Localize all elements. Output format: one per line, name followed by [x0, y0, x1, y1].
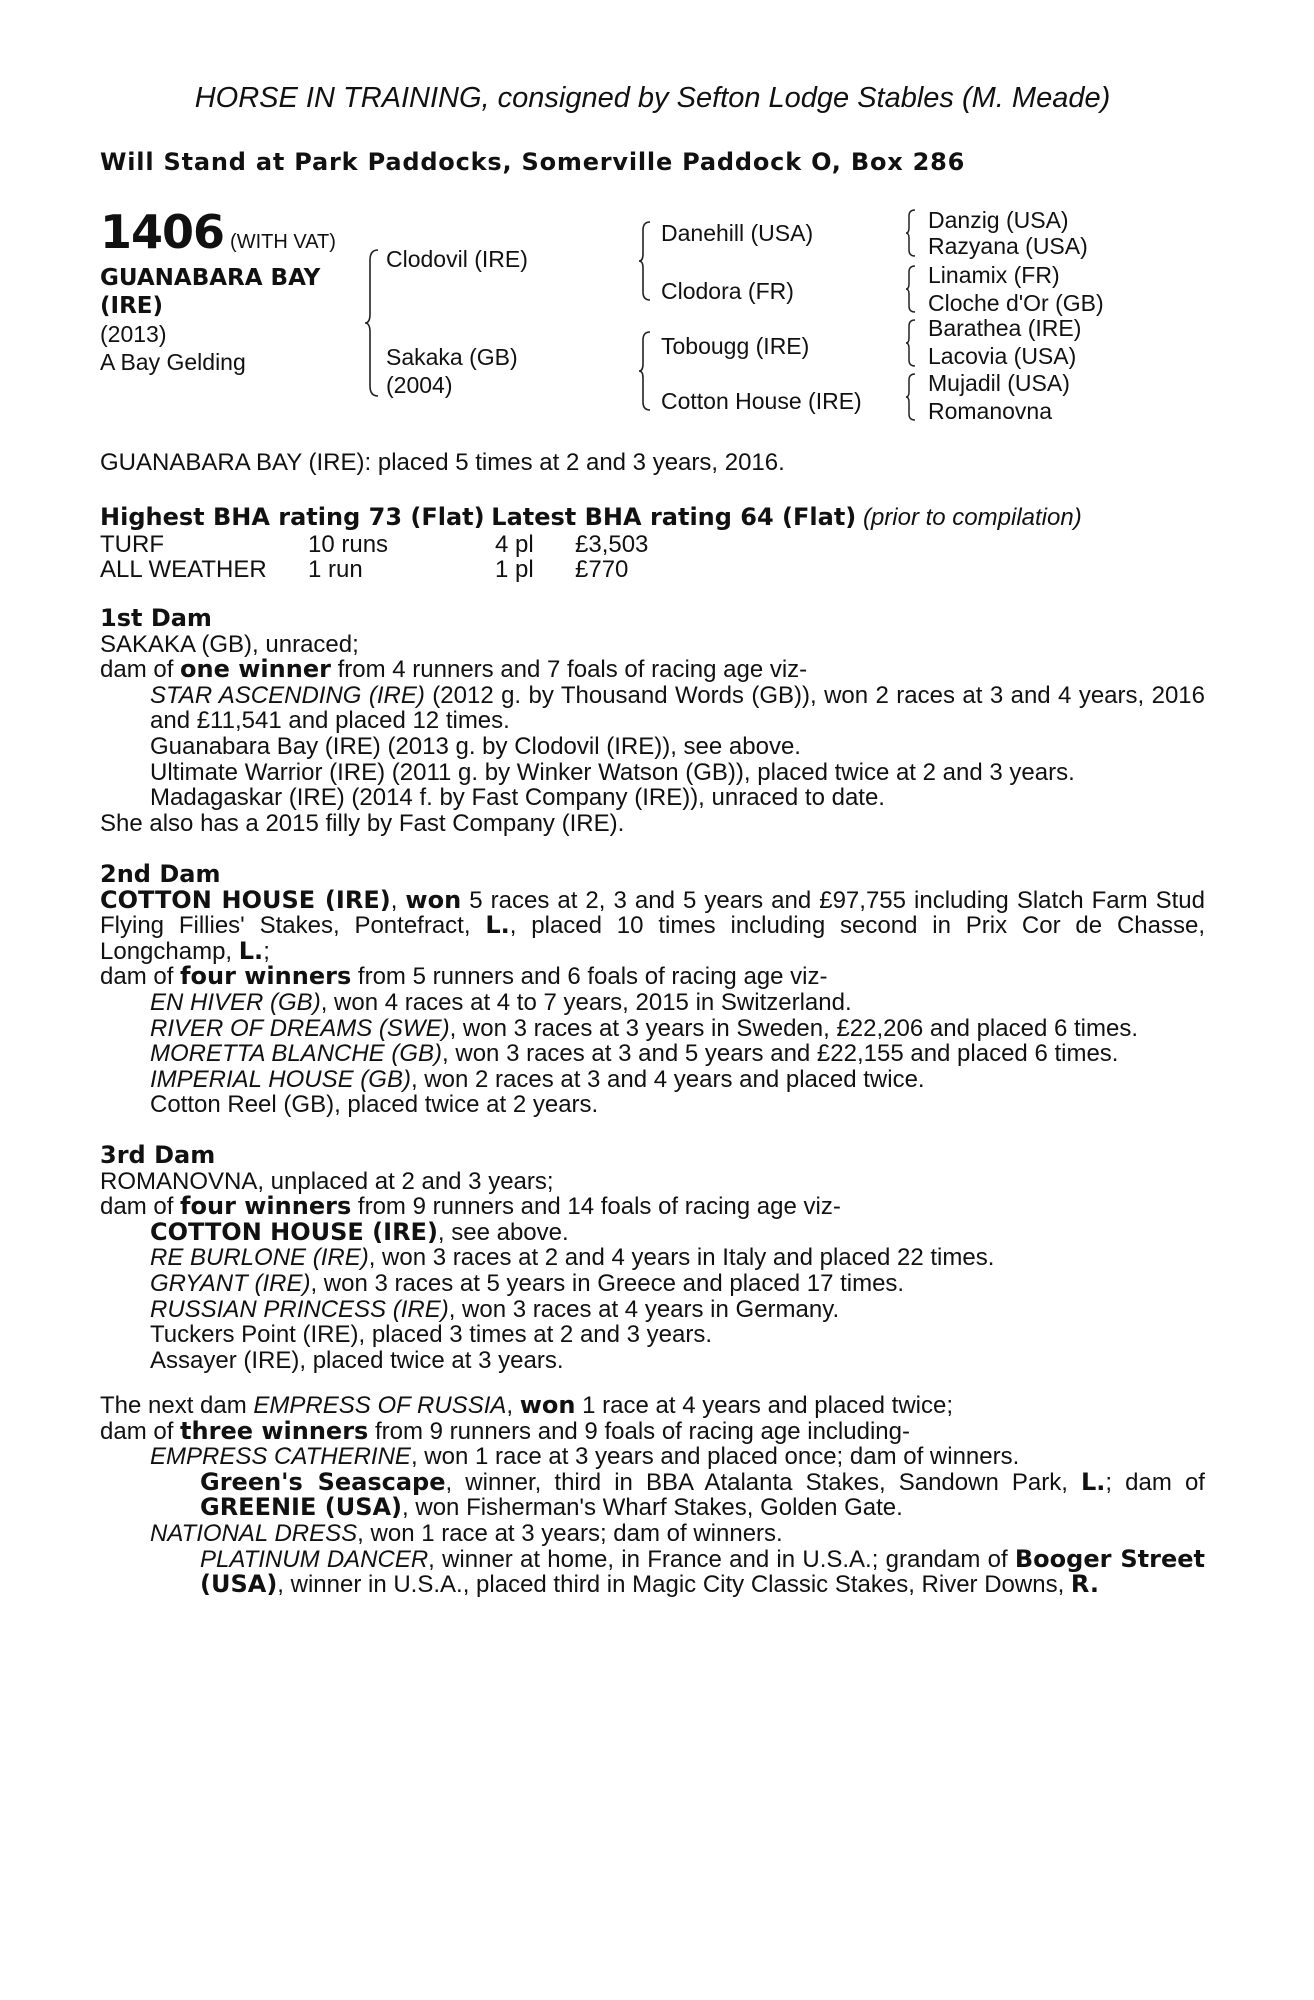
third-dam-progeny-1: COTTON HOUSE (IRE), see above. [150, 1217, 569, 1246]
third-dam-progeny-4: RUSSIAN PRINCESS (IRE), won 3 races at 4 years in Germany. [150, 1295, 840, 1323]
pedigree-g6: Lacovia (USA) [928, 343, 1077, 369]
second-dam-progeny-3: MORETTA BLANCHE (GB), won 3 races at 3 and 5 years and £22,155 and placed 6 times. [150, 1040, 1119, 1068]
first-dam-produce-summary: dam of one winner from 4 runners and 7 foals of racing age viz- [100, 655, 808, 684]
summary-text: GUANABARA BAY (IRE): placed 5 times at 2 and 3 years, 2016. [100, 449, 785, 476]
first-dam-name: SAKAKA (GB), unraced; [100, 630, 359, 658]
pedigree-brace-g2 [905, 264, 917, 314]
first-dam-progeny-3: Ultimate Warrior (IRE) (2011 g. by Winker Watson (GB)), placed twice at 2 and 3 years. [150, 758, 1075, 786]
record-placed: 4 pl [495, 530, 534, 558]
pedigree-dam-year: (2004) [386, 372, 453, 398]
lot-number-value: 1406 [100, 205, 225, 259]
first-dam-note: She also has a 2015 filly by Fast Company (IRE). [100, 809, 625, 837]
next-dam-section [100, 1393, 1205, 1598]
race-summary [100, 450, 1205, 476]
ratings-line [100, 505, 1205, 531]
first-dam-progeny-1: STAR ASCENDING (IRE) (2012 g. by Thousand Words (GB)), won 2 races at 3 and 4 years, 2016 and £11,541 and placed 12 times. [150, 681, 1205, 735]
pedigree-sire-sire: Danehill (USA) [661, 220, 814, 246]
second-dam-produce-summary: dam of four winners from 5 runners and 6 foals of racing age viz- [100, 962, 828, 991]
next-dam-grand-progeny-1: Green's Seascape, winner, third in BBA Atalanta Stakes, Sandown Park, L.; dam of GREENIE (USA), won Fisherman's Wharf Stakes, Golden Gate. [200, 1467, 1205, 1522]
pedigree-g1: Danzig (USA) [928, 207, 1069, 233]
next-dam-produce-summary: dam of three winners from 9 runners and 9 foals of racing age including- [100, 1416, 910, 1445]
first-dam-progeny-4: Madagaskar (IRE) (2014 f. by Fast Company (IRE)), unraced to date. [150, 784, 885, 812]
pedigree-sire: Clodovil (IRE) [386, 246, 528, 272]
pedigree-g7: Mujadil (USA) [928, 370, 1070, 396]
horse-description: A Bay Gelding [100, 349, 246, 375]
ratings-section [100, 505, 1205, 582]
record-runs: 10 runs [308, 530, 389, 558]
pedigree-g5: Barathea (IRE) [928, 315, 1082, 341]
next-dam-progeny-1: EMPRESS CATHERINE, won 1 race at 3 years and placed once; dam of winners. [150, 1443, 1020, 1471]
record-placed: 1 pl [495, 556, 534, 584]
pedigree-brace-g3 [905, 318, 917, 368]
next-dam-grand-progeny-2: PLATINUM DANCER, winner at home, in France and in U.S.A.; grandam of Booger Street (USA), winner in U.S.A., placed third in Magic City Classic Stakes, River Downs, R. [200, 1544, 1205, 1599]
third-dam-name: ROMANOVNA, unplaced at 2 and 3 years; [100, 1167, 554, 1195]
second-dam-section [100, 862, 1205, 1118]
consignment-heading: HORSE IN TRAINING, consigned by Sefton Lodge Stables (M. Meade) [194, 82, 1111, 114]
horse-year: (2013) [100, 321, 167, 347]
second-dam-record: COTTON HOUSE (IRE), won 5 races at 2, 3 and 5 years and £97,755 including Slatch Farm Stud Flying Fillies' Stakes, Pontefract, L., placed 10 times including second in Prix Cor de Chasse, Longchamp, L.; [100, 885, 1206, 965]
lot-number [100, 205, 336, 259]
third-dam-progeny-5: Tuckers Point (IRE), placed 3 times at 2 and 3 years. [150, 1321, 713, 1349]
first-dam-section [100, 606, 1205, 836]
stabling-location: Will Stand at Park Paddocks, Somerville Paddock O, Box 286 [100, 148, 966, 176]
pedigree-g3: Linamix (FR) [928, 262, 1060, 288]
record-earnings: £770 [575, 556, 629, 584]
pedigree-dam: Sakaka (GB) [386, 344, 518, 370]
pedigree-sire-dam: Clodora (FR) [661, 278, 794, 304]
record-surface: ALL WEATHER [100, 556, 267, 584]
record-earnings: £3,503 [575, 530, 649, 558]
pedigree-dam-sire: Tobougg (IRE) [661, 333, 810, 359]
second-dam-progeny-4: IMPERIAL HOUSE (GB), won 2 races at 3 and 4 years and placed twice. [150, 1065, 925, 1093]
second-dam-title: 2nd Dam [100, 860, 221, 888]
second-dam-progeny-5: Cotton Reel (GB), placed twice at 2 years. [150, 1091, 599, 1119]
pedigree-brace-dam [638, 330, 652, 412]
third-dam-progeny-2: RE BURLONE (IRE), won 3 races at 2 and 4 years in Italy and placed 22 times. [150, 1244, 995, 1272]
pedigree-g8: Romanovna [928, 398, 1053, 424]
pedigree-g4: Cloche d'Or (GB) [928, 290, 1104, 316]
second-dam-progeny-2: RIVER OF DREAMS (SWE), won 3 races at 3 years in Sweden, £22,206 and placed 6 times. [150, 1014, 1138, 1042]
next-dam-record: The next dam EMPRESS OF RUSSIA, won 1 race at 4 years and placed twice; [100, 1391, 954, 1419]
third-dam-progeny-6: Assayer (IRE), placed twice at 3 years. [150, 1346, 564, 1374]
pedigree-brace-sire [638, 220, 652, 302]
horse-identity [100, 264, 360, 376]
first-dam-progeny-2: Guanabara Bay (IRE) (2013 g. by Clodovil (IRE)), see above. [150, 732, 801, 760]
third-dam-title: 3rd Dam [100, 1141, 216, 1169]
highest-rating: Highest BHA rating 73 (Flat) [100, 503, 485, 531]
next-dam-progeny-2: NATIONAL DRESS, won 1 race at 3 years; dam of winners. [150, 1519, 783, 1547]
record-surface: TURF [100, 530, 164, 558]
pedigree-dam-dam: Cotton House (IRE) [661, 388, 862, 414]
pedigree-brace-main [364, 248, 380, 398]
ratings-note: (prior to compilation) [862, 504, 1082, 531]
horse-name: GUANABARA BAY [100, 265, 321, 291]
third-dam-progeny-3: GRYANT (IRE), won 3 races at 5 years in Greece and placed 17 times. [150, 1269, 905, 1297]
pedigree-brace-g1 [905, 208, 917, 258]
latest-rating: Latest BHA rating 64 (Flat) [491, 503, 857, 531]
vat-note: (WITH VAT) [230, 231, 336, 253]
second-dam-progeny-1: EN HIVER (GB), won 4 races at 4 to 7 years, 2015 in Switzerland. [150, 988, 852, 1016]
third-dam-produce-summary: dam of four winners from 9 runners and 14 foals of racing age viz- [100, 1192, 841, 1221]
horse-country: (IRE) [100, 293, 164, 319]
pedigree-g2: Razyana (USA) [928, 233, 1088, 259]
pedigree-brace-g4 [905, 372, 917, 422]
record-row-all-weather [100, 556, 1205, 582]
first-dam-title: 1st Dam [100, 604, 212, 632]
record-runs: 1 run [308, 556, 363, 584]
record-row-turf [100, 531, 1205, 557]
third-dam-section [100, 1143, 1205, 1373]
